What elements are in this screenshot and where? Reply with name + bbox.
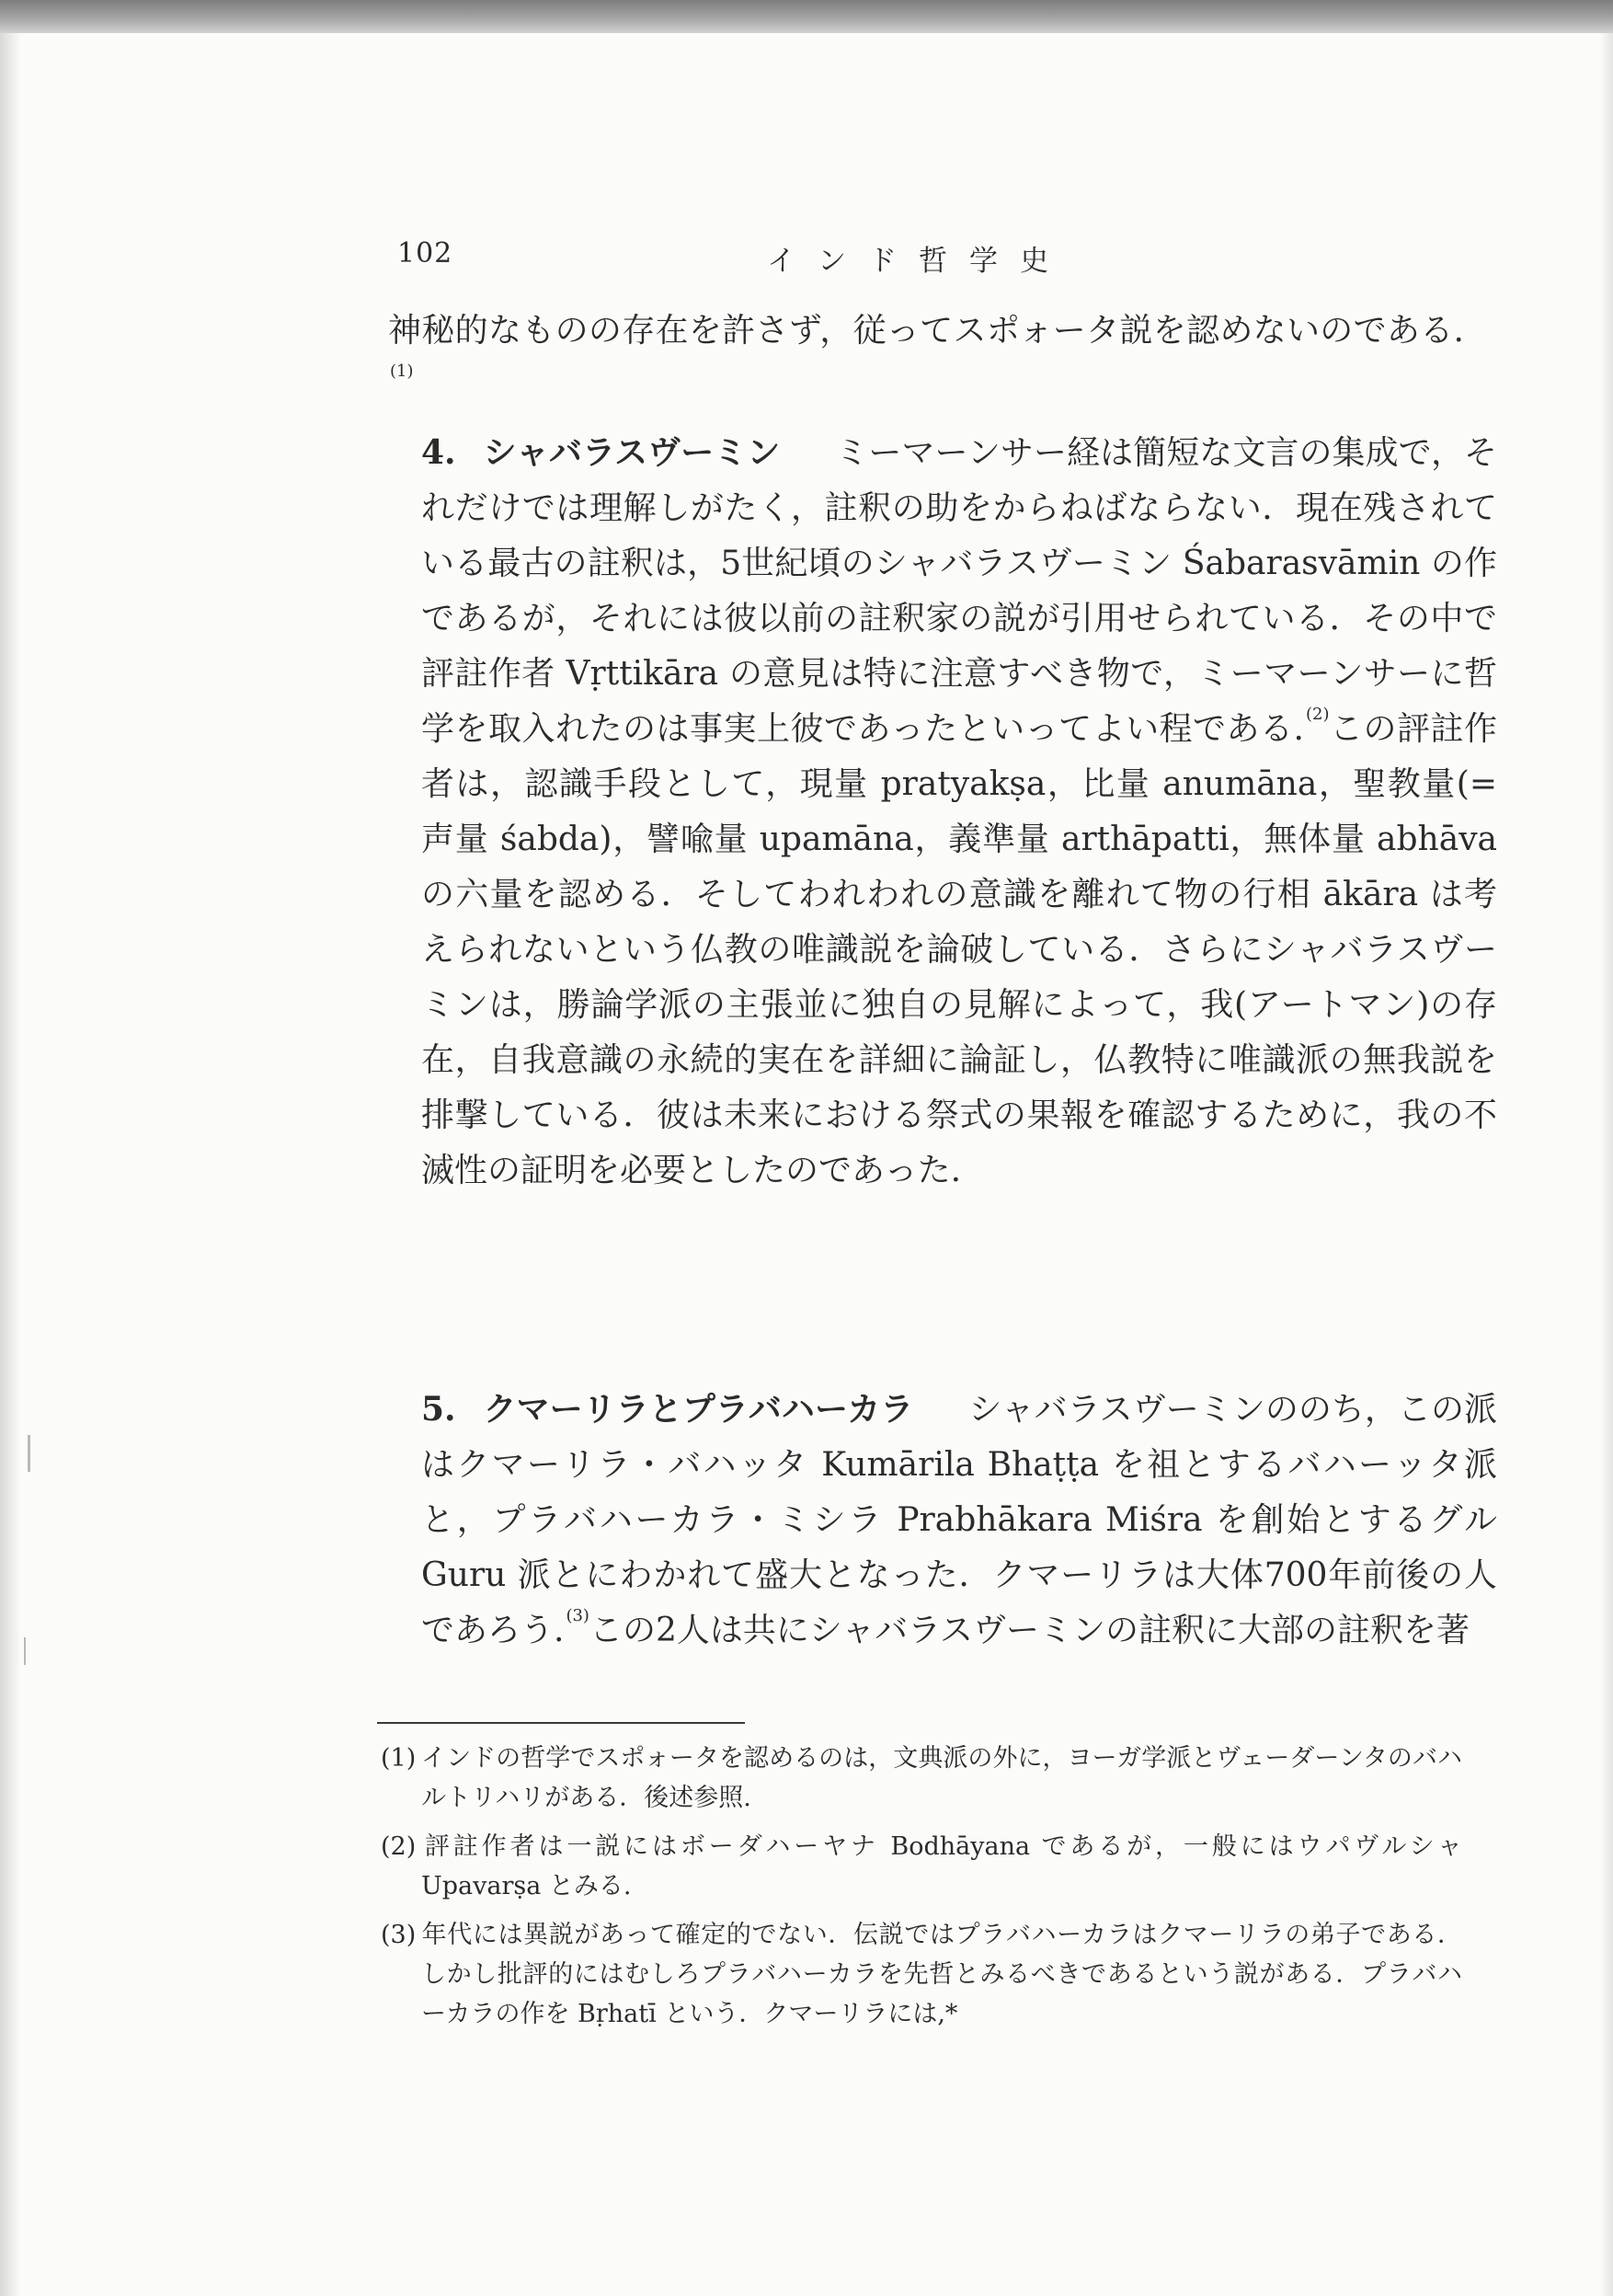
section-text: ミーマーンサー経は簡短な文言の集成で，それだけでは理解しがたく，註釈の助をからねばならない．現在残されている最古の註釈は，5世紀頃のシャバラスヴーミン Śabarasvāmin の作であるが，それには彼以前の註釈家の説が引用せられている．その中で評註作者 Vṛttikāra の意見は特に注意すべき物で，ミーマーンサーに哲学を取入れたのは事実上彼であったといってよい程である. <box>421 434 1498 748</box>
footnote-number: (1) <box>381 1744 417 1773</box>
section-heading: シャバラスヴーミン <box>483 434 781 472</box>
section-4 <box>388 425 1497 1199</box>
section-number: 5. <box>421 1390 456 1429</box>
scan-left-gutter-shadow <box>0 33 20 2296</box>
page-number: 102 <box>397 237 453 270</box>
section-text: この2人は共にシャバラスヴーミンの註釈に大部の註釈を著 <box>589 1612 1470 1649</box>
footnote <box>381 1827 1462 1906</box>
footnote-number: (2) <box>381 1832 417 1861</box>
footnote <box>381 1739 1462 1818</box>
running-title: インド哲学史 <box>767 245 1070 278</box>
section-number: 4. <box>421 433 456 472</box>
section-heading: クマーリラとプラバハーカラ <box>483 1391 914 1429</box>
footnote-text: インドの哲学でスポォータを認めるのは，文典派の外に，ヨーガ学派とヴェーダーンタのバハルトリハリがある．後述参照. <box>421 1744 1462 1812</box>
footnote-ref: (1) <box>390 362 414 381</box>
section-5 <box>388 1382 1497 1659</box>
margin-stray-mark <box>24 1637 26 1665</box>
footnote-ref: (3) <box>566 1606 589 1625</box>
footnote-text: 評註作者は一説にはボーダハーヤナ Bodhāyana であるが，一般にはウパヴルシャ Upavarṣa とみる. <box>421 1832 1462 1900</box>
paragraph-continued <box>388 304 1464 414</box>
footnotes <box>381 1739 1462 2043</box>
footnote-ref: (2) <box>1306 705 1330 724</box>
footnote-number: (3) <box>381 1921 417 1949</box>
section-text: シャバラスヴーミンののち，この派はクマーリラ・バハッタ Kumārila Bhaṭṭa を祖とするバハーッタ派と，プラバハーカラ・ミシラ Prabhākara Miśra を創始とするグル Guru 派とにわかれて盛大となった．クマーリラは大体700年前後の人であろう. <box>421 1391 1498 1649</box>
section-text: この評註作者は，認識手段として，現量 pratyakṣa，比量 anumāna，聖教量(=声量 śabda)，譬喩量 upamāna，義準量 arthāpatti，無体量 abhāva の六量を認める．そしてわれわれの意識を離れて物の行相 ākāra は考えられないという仏教の唯識説を論破している．さらにシャバラスヴーミンは，勝論学派の主張並に独自の見解によって，我(アートマン)の存在，自我意識の永続的実在を詳細に論証し，仏教特に唯識派の無我説を排撃している．彼は未来における祭式の果報を確認するために，我の不滅性の証明を必要としたのであった. <box>421 710 1497 1189</box>
margin-stray-mark <box>28 1435 30 1472</box>
footnote-text: 年代には異説があって確定的でない．伝説ではプラバハーカラはクマーリラの弟子である．しかし批評的にはむしろプラバハーカラを先哲とみるべきであるという説がある．プラバハーカラの作を Bṛhatī という．クマーリラには,* <box>421 1921 1462 2028</box>
scan-top-shadow <box>0 0 1613 33</box>
footnote-divider <box>377 1722 745 1724</box>
scan-right-edge-shadow <box>1600 33 1613 2296</box>
footnote <box>381 1915 1462 2034</box>
paragraph-text: 神秘的なものの存在を許さず，従ってスポォータ説を認めないのである. <box>388 312 1464 350</box>
